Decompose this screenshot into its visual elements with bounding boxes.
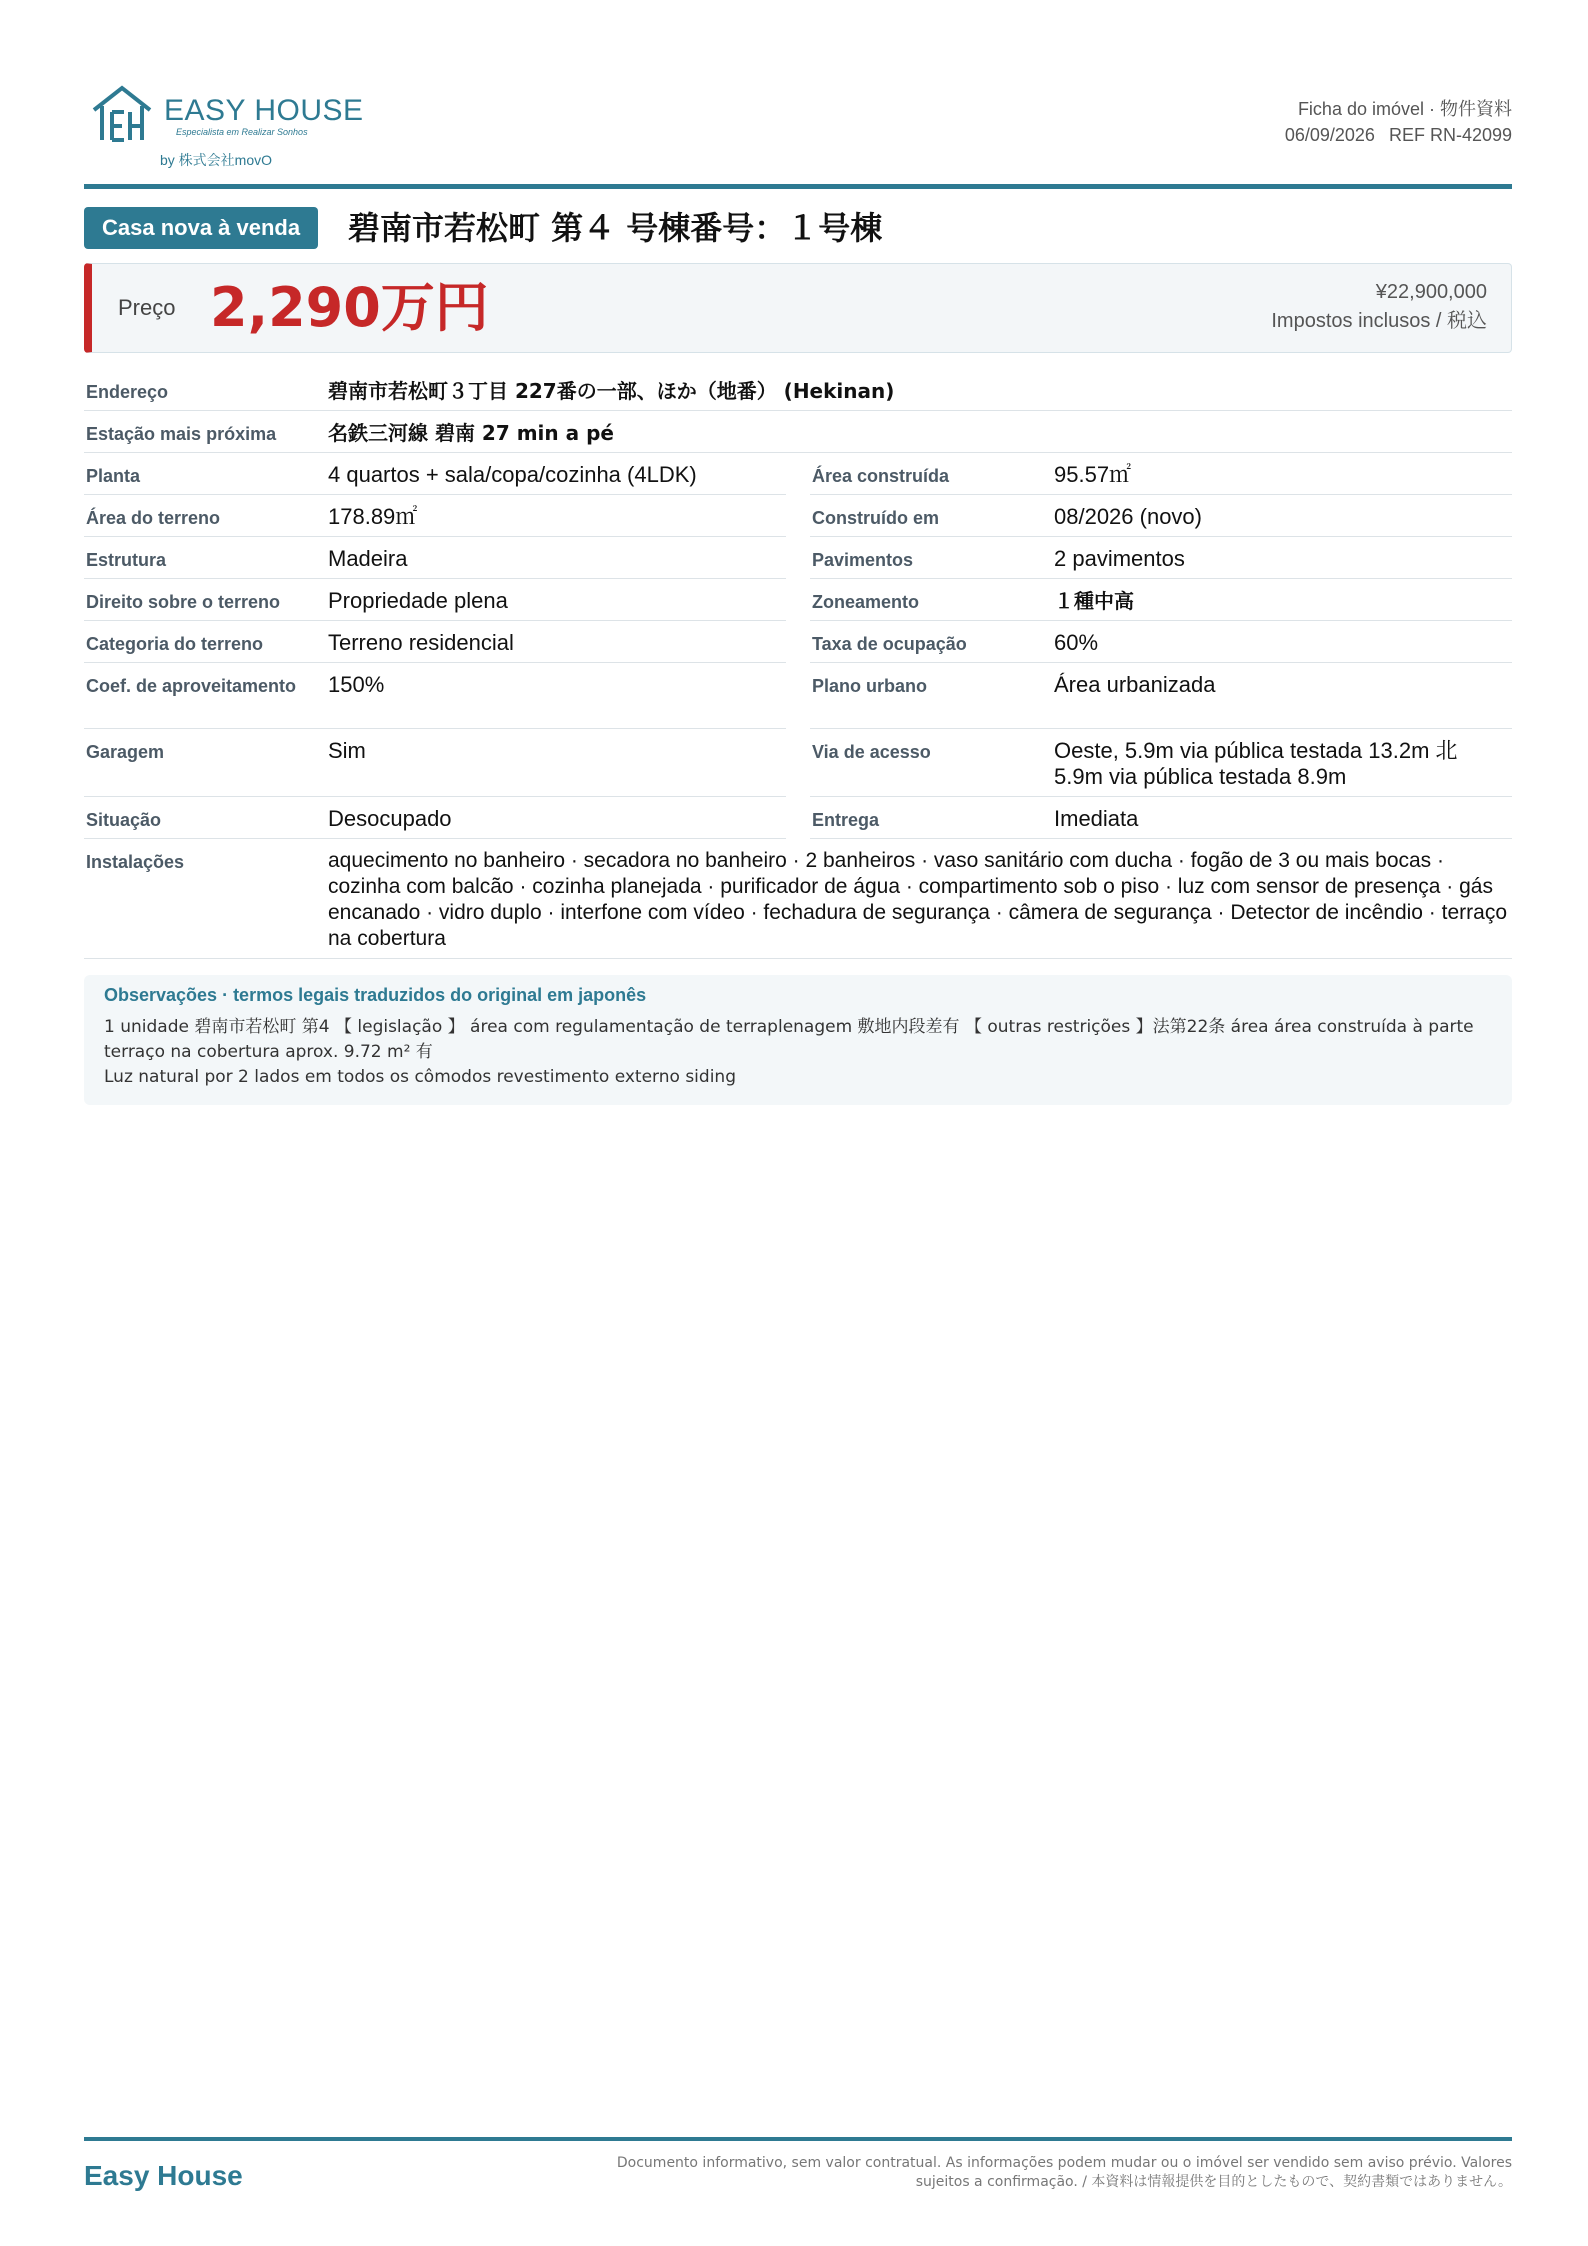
notes-line: Luz natural por 2 lados em todos os cômodos revestimento externo siding <box>104 1067 736 1087</box>
detail-label: Endereço <box>86 382 169 402</box>
detail-row-address <box>84 369 1512 411</box>
detail-row-facilities <box>84 839 1512 959</box>
detail-row <box>84 797 1512 839</box>
logo-name: EASY HOUSE <box>164 94 364 127</box>
detail-value: 名鉄三河線 碧南 27 min a pé <box>328 421 614 445</box>
detail-label: Coef. de aproveitamento <box>86 676 297 696</box>
property-title: 碧南市若松町 第４ 号棟番号：１号棟 <box>348 209 883 247</box>
notes-body <box>104 1015 1496 1090</box>
price-details <box>1271 278 1487 336</box>
price-box <box>84 263 1512 353</box>
detail-label: Construído em <box>812 508 940 528</box>
detail-value: 95.57㎡ <box>1054 462 1132 487</box>
doc-date-ref <box>1285 122 1512 148</box>
detail-value: 150% <box>328 672 385 697</box>
detail-label: Planta <box>86 466 141 486</box>
detail-value: 60% <box>1054 630 1099 655</box>
detail-label: Pavimentos <box>812 550 914 570</box>
detail-label: Entrega <box>812 810 880 830</box>
detail-value: Madeira <box>328 546 408 571</box>
property-sheet <box>84 0 1512 2246</box>
footer-brand: Easy House <box>84 2160 243 2191</box>
header <box>84 80 1512 180</box>
doc-ref: REF RN-42099 <box>1388 125 1512 145</box>
notes-line: 1 unidade 碧南市若松町 第4 【 legislação 】 área com regulamentação de terraplenagem 敷地内段差有 【 outras restrições 】法第22条 área área construída à parte terraço na cobertura aprox. 9.72 m² 有 <box>104 1017 1474 1062</box>
detail-row <box>84 621 1512 663</box>
title-row <box>84 207 1512 251</box>
price-label: Preço <box>118 295 176 320</box>
detail-value: １種中高 <box>1054 589 1134 613</box>
price-value: 2,290万円 <box>210 276 489 339</box>
detail-value: Sim <box>328 738 366 763</box>
detail-label: Categoria do terreno <box>86 634 264 654</box>
detail-row <box>84 579 1512 621</box>
detail-label: Taxa de ocupação <box>812 634 967 654</box>
detail-value: 08/2026 (novo) <box>1054 504 1202 529</box>
detail-label: Estação mais próxima <box>86 424 277 444</box>
logo-tagline: Especialista em Realizar Sonhos <box>176 127 308 137</box>
detail-row <box>84 495 1512 537</box>
detail-label: Situação <box>86 810 162 830</box>
detail-label: Plano urbano <box>812 676 928 696</box>
detail-label: Direito sobre o terreno <box>86 592 281 612</box>
doc-type: Ficha do imóvel · 物件資料 <box>1297 99 1512 119</box>
detail-value: Área urbanizada <box>1054 672 1216 697</box>
notes-title: Observações · termos legais traduzidos do original em japonês <box>104 985 647 1005</box>
detail-label: Via de acesso <box>812 742 931 762</box>
detail-row-station <box>84 411 1512 453</box>
detail-label: Instalações <box>86 852 185 872</box>
notes-box <box>84 975 1512 1105</box>
detail-value: aquecimento no banheiro · secadora no banheiro · 2 banheiros · vaso sanitário com ducha · fogão de 3 ou mais bocas · cozinha com balcão · cozinha planejada · purificador de água · compartimento sob o piso · luz com sensor de presença · gás encanado · vidro duplo · interfone com vídeo · fechadura de segurança · câmera de segurança · Detector de incêndio · terraço na cobertura <box>328 849 1507 950</box>
doc-date: 06/09/2026 <box>1284 125 1375 145</box>
detail-value: 178.89㎡ <box>328 504 418 529</box>
detail-row <box>84 453 1512 495</box>
detail-value: 4 quartos + sala/copa/cozinha (4LDK) <box>328 462 697 487</box>
row-divider <box>84 958 1512 959</box>
detail-value: Oeste, 5.9m via pública testada 13.2m 北 5.9m via pública testada 8.9m <box>1054 738 1458 789</box>
detail-row <box>84 729 1512 797</box>
detail-label: Zoneamento <box>812 592 920 612</box>
detail-value: 2 pavimentos <box>1054 546 1185 571</box>
detail-value: Terreno residencial <box>328 630 514 655</box>
detail-value: Propriedade plena <box>328 588 508 613</box>
house-logo-icon <box>90 82 154 146</box>
bottom-divider <box>84 2137 1512 2141</box>
detail-row <box>84 537 1512 579</box>
detail-label: Garagem <box>86 742 165 762</box>
top-divider <box>84 184 1512 189</box>
price-yen-full: ¥22,900,000 <box>1375 281 1487 303</box>
detail-value: 碧南市若松町３丁目 227番の一部、ほか（地番） (Hekinan) <box>328 379 895 403</box>
detail-label: Área do terreno <box>86 508 221 528</box>
detail-value: Desocupado <box>328 806 452 831</box>
price-tax-note: Impostos inclusos / 税込 <box>1271 310 1487 332</box>
listing-type-badge: Casa nova à venda <box>84 207 318 249</box>
detail-value: Imediata <box>1054 806 1139 831</box>
logo-by: by 株式会社movO <box>160 152 273 168</box>
footer-disclaimer: Documento informativo, sem valor contratual. As informações podem mudar ou o imóvel ser vendido sem aviso prévio. Valores sujeitos a confirmação. / 本資料は情報提供を目的としたもので、契約書類ではありません。 <box>616 2155 1512 2190</box>
document-meta <box>1285 96 1512 148</box>
detail-label: Estrutura <box>86 550 167 570</box>
detail-row <box>84 663 1512 729</box>
logo <box>90 82 364 172</box>
detail-label: Área construída <box>812 466 950 486</box>
